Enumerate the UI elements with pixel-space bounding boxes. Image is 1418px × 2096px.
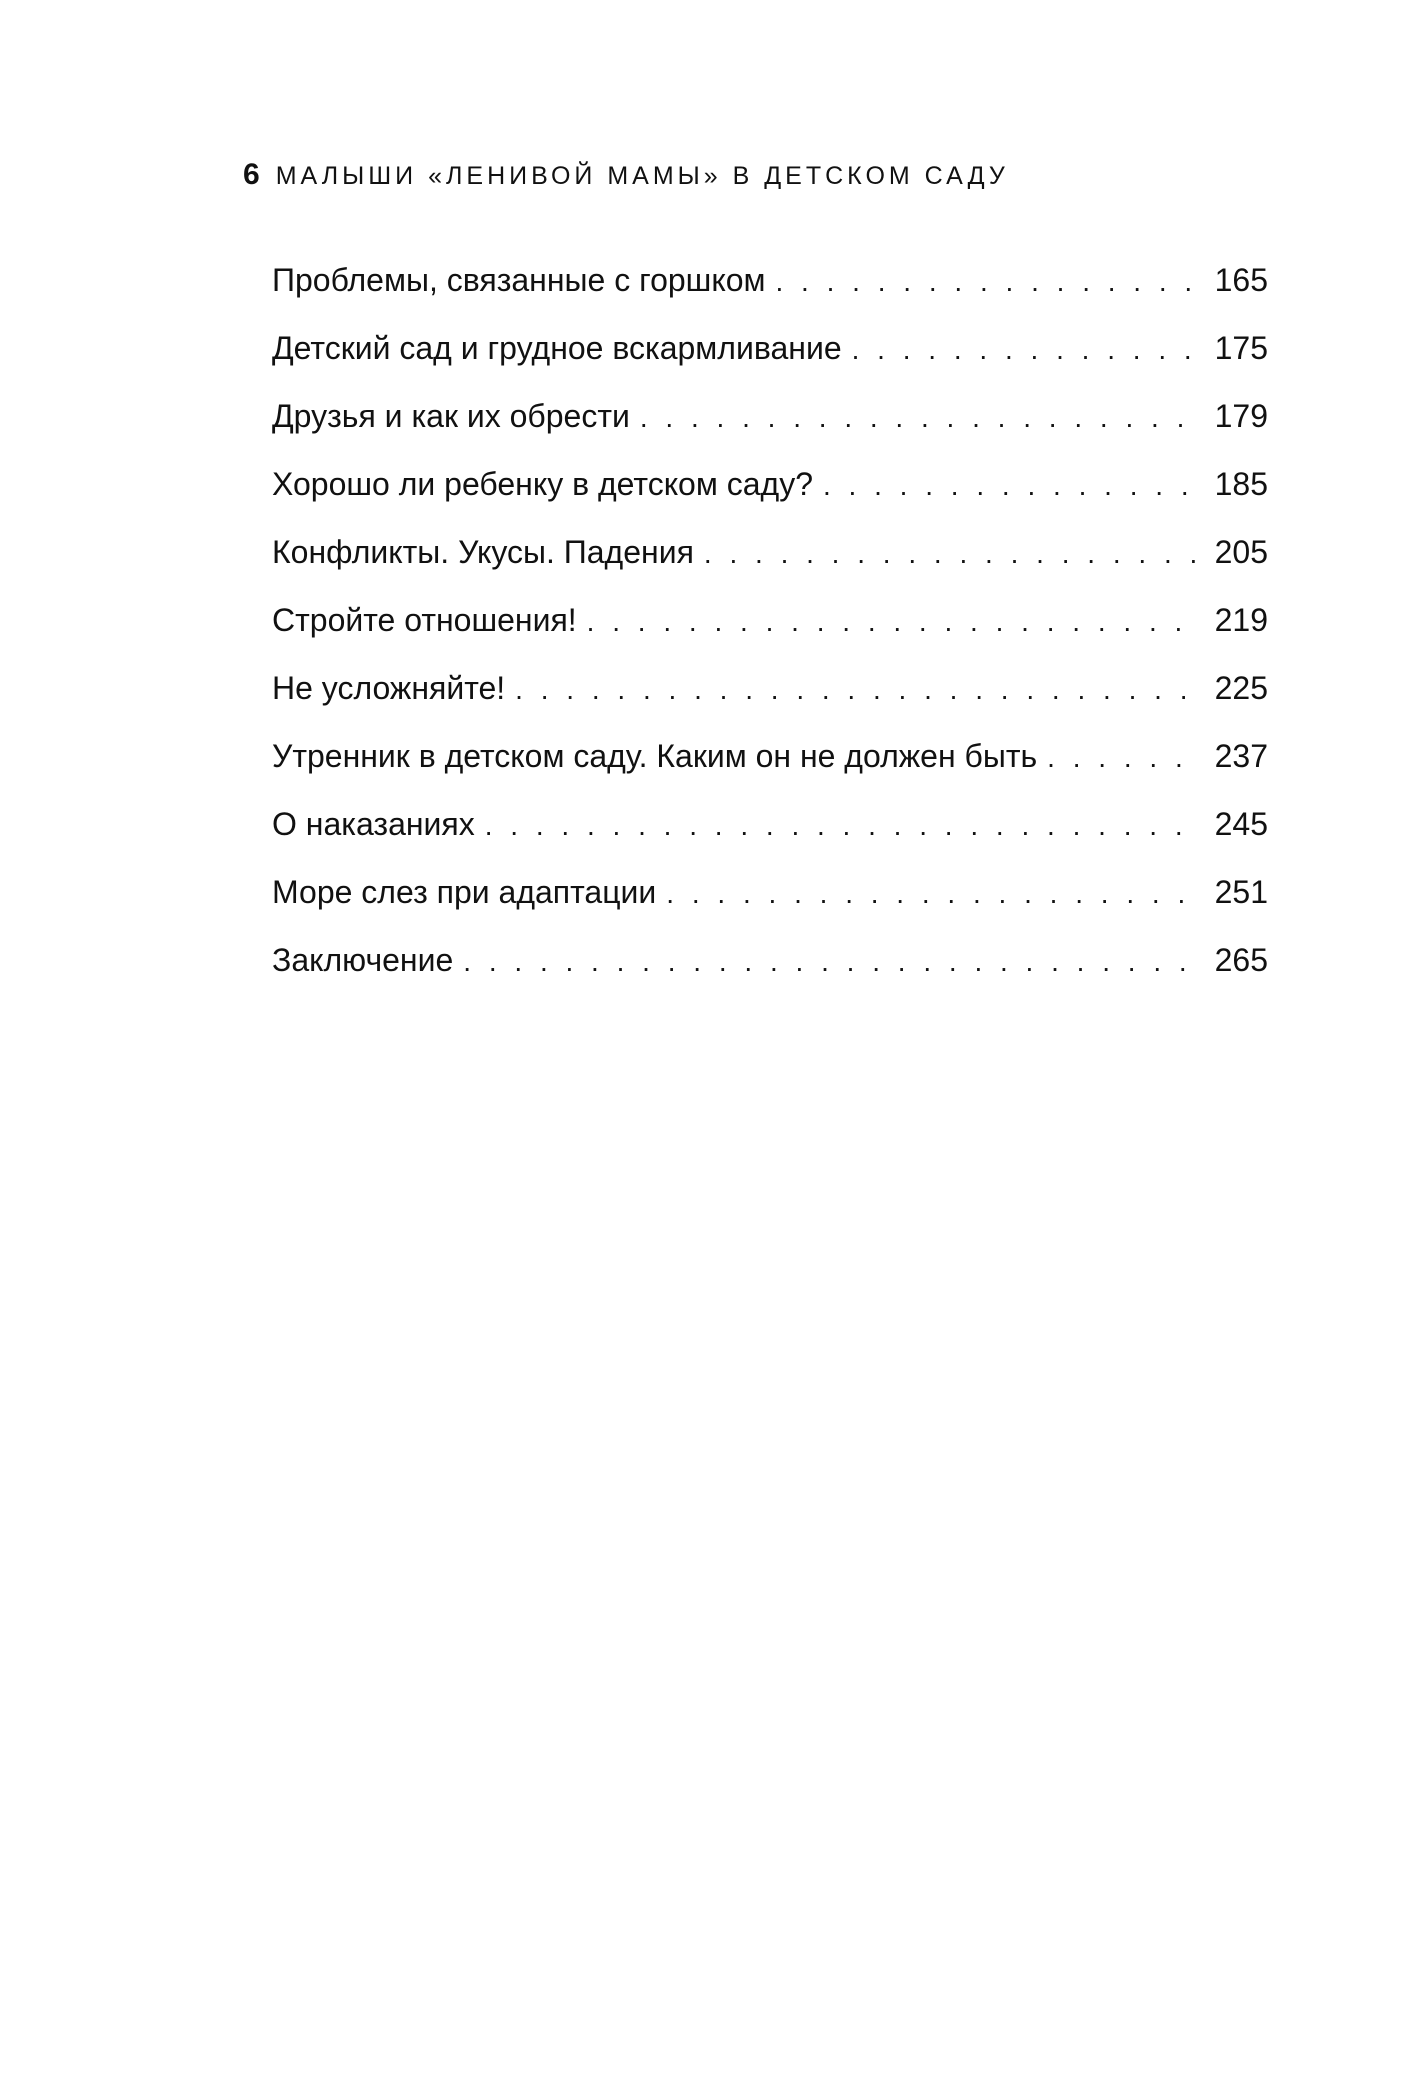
dot-leader: [515, 674, 1198, 706]
toc-entry[interactable]: [272, 262, 1268, 330]
dot-leader: [485, 810, 1198, 842]
toc-entry-page: 175: [1214, 330, 1268, 366]
table-of-contents: [272, 262, 1268, 1010]
toc-entry-title: Стройте отношения!: [272, 602, 577, 638]
toc-entry-title: Не усложняйте!: [272, 670, 506, 706]
dot-leader: [704, 538, 1198, 570]
toc-entry-title: О наказаниях: [272, 806, 475, 842]
toc-entry[interactable]: [272, 330, 1268, 398]
dot-leader: [463, 946, 1198, 978]
toc-entry-title: Море слез при адаптации: [272, 874, 657, 910]
toc-entry[interactable]: [272, 806, 1268, 874]
dot-leader: [1047, 742, 1198, 774]
page-number: 6: [243, 158, 260, 191]
toc-entry-title: Конфликты. Укусы. Падения: [272, 534, 694, 570]
toc-entry-title: Детский сад и грудное вскармливание: [272, 330, 842, 366]
dot-leader: [823, 470, 1198, 502]
toc-entry-page: 179: [1214, 398, 1268, 434]
toc-entry-page: 245: [1214, 806, 1268, 842]
toc-entry[interactable]: [272, 534, 1268, 602]
toc-entry-page: 265: [1214, 942, 1268, 978]
dot-leader: [666, 878, 1198, 910]
running-head: [243, 158, 1009, 198]
dot-leader: [640, 402, 1198, 434]
toc-entry[interactable]: [272, 602, 1268, 670]
toc-entry-page: 225: [1214, 670, 1268, 706]
toc-entry-title: Утренник в детском саду. Каким он не должен быть: [272, 738, 1038, 774]
toc-entry-page: 251: [1214, 874, 1268, 910]
toc-entry-title: Проблемы, связанные с горшком: [272, 262, 766, 298]
toc-entry-title: Друзья и как их обрести: [272, 398, 630, 434]
book-title: МАЛЫШИ «ЛЕНИВОЙ МАМЫ» В ДЕТСКОМ САДУ: [275, 162, 1009, 190]
toc-entry[interactable]: [272, 398, 1268, 466]
toc-entry[interactable]: [272, 874, 1268, 942]
toc-entry-page: 165: [1214, 262, 1268, 298]
toc-entry[interactable]: [272, 738, 1268, 806]
toc-entry-title: Заключение: [272, 942, 454, 978]
dot-leader: [852, 334, 1198, 366]
dot-leader: [587, 606, 1198, 638]
toc-entry-page: 205: [1214, 534, 1268, 570]
dot-leader: [775, 266, 1198, 298]
toc-entry[interactable]: [272, 670, 1268, 738]
toc-entry[interactable]: [272, 466, 1268, 534]
toc-entry-page: 219: [1214, 602, 1268, 638]
toc-entry-page: 237: [1214, 738, 1268, 774]
toc-entry-page: 185: [1214, 466, 1268, 502]
toc-entry[interactable]: [272, 942, 1268, 1010]
toc-entry-title: Хорошо ли ребенку в детском саду?: [272, 466, 813, 502]
